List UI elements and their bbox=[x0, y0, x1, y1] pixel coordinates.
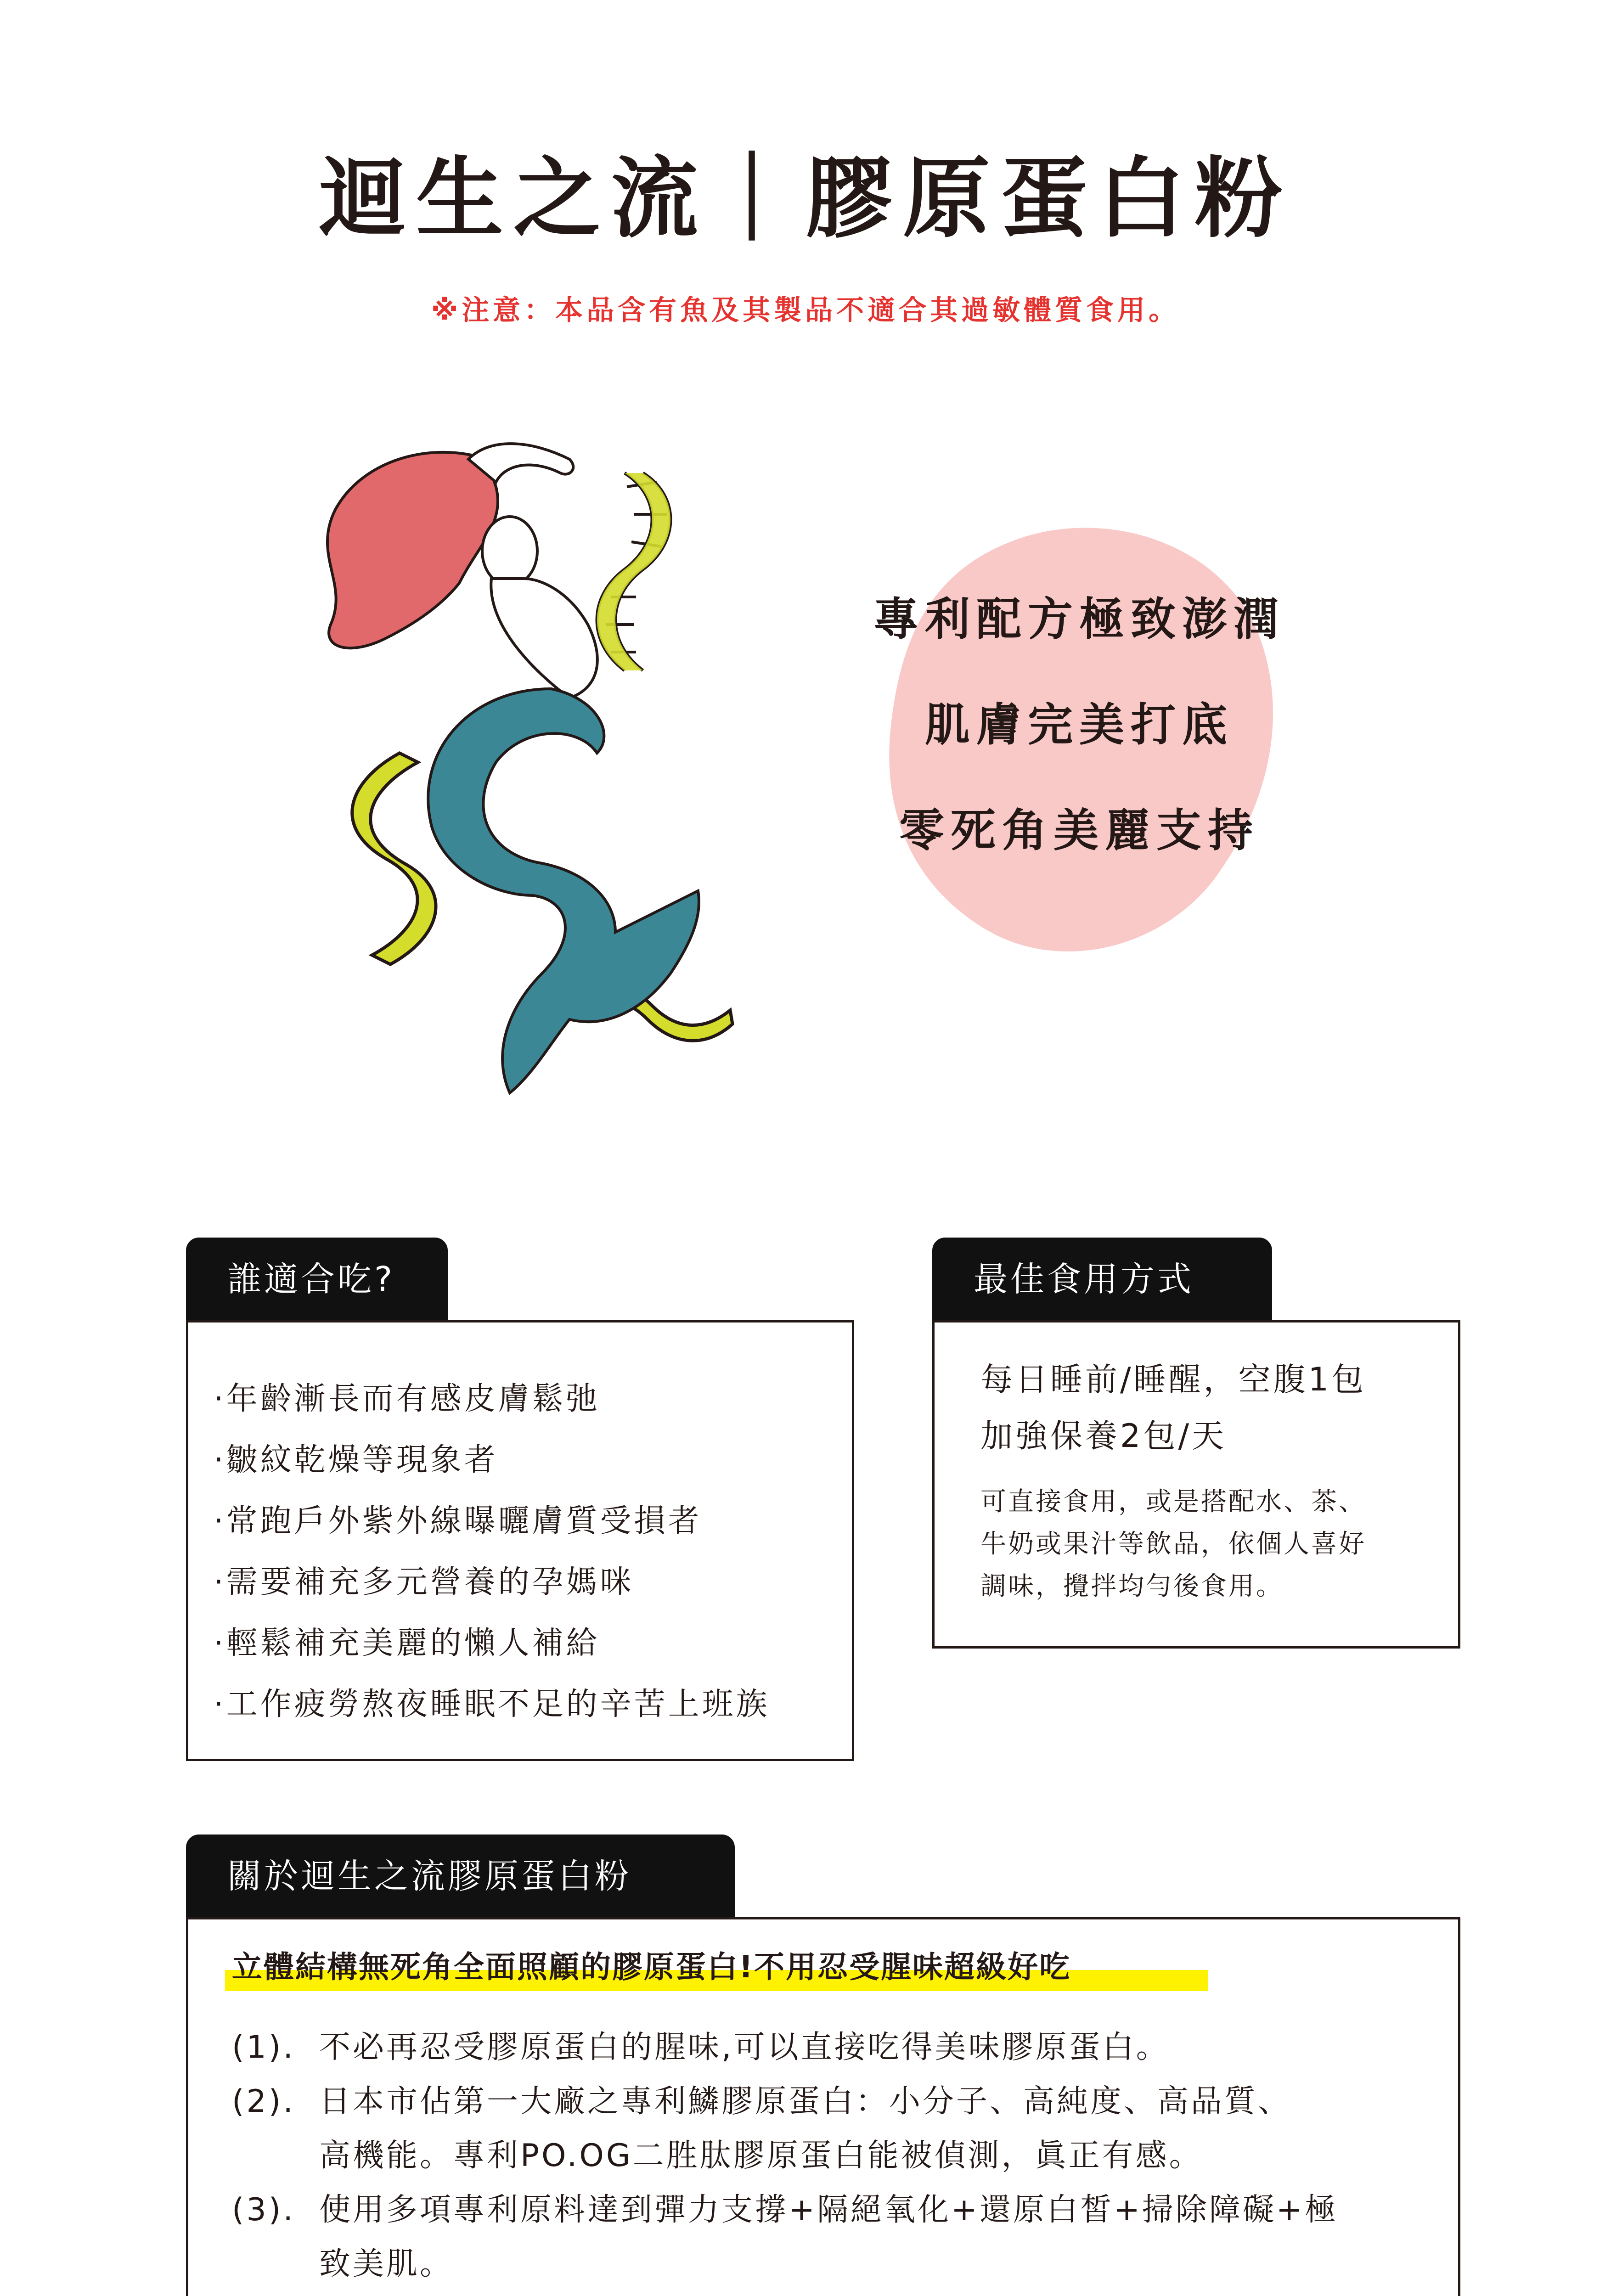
item-text bbox=[319, 2183, 1426, 2291]
dna-strand-left bbox=[352, 753, 436, 964]
item-line: 不必再忍受膠原蛋白的腥味,可以直接吃得美味膠原蛋白。 bbox=[319, 2029, 1170, 2065]
allergy-notice: ※注意：本品含有魚及其製品不適合其過敏體質食用。 bbox=[431, 294, 1180, 326]
tagline-line-3: 零死角美麗支持 bbox=[899, 805, 1259, 857]
mermaid-tail bbox=[428, 689, 699, 1093]
who-box bbox=[186, 1320, 854, 1761]
list-item bbox=[232, 2183, 1426, 2291]
item-line: 高機能。專利PO.OG二胜肽膠原蛋白能被偵測，眞正有感。 bbox=[319, 2138, 1203, 2174]
item-line: 致美肌。 bbox=[319, 2246, 454, 2282]
list-item: ·輕鬆補充美麗的懶人補給 bbox=[214, 1625, 600, 1661]
list-item: ·年齡漸長而有感皮膚鬆弛 bbox=[214, 1381, 600, 1417]
item-line: 使用多項專利原料達到彈力支撐+隔絕氧化+還原白皙+掃除障礙+極 bbox=[319, 2192, 1338, 2228]
how-note-2: 牛奶或果汁等飲品，依個人喜好 bbox=[980, 1529, 1366, 1559]
page-title: 迴生之流｜膠原蛋白粉 bbox=[318, 148, 1292, 249]
list-item bbox=[232, 2075, 1426, 2183]
list-item: ·需要補充多元營養的孕媽咪 bbox=[214, 1564, 634, 1600]
item-text bbox=[319, 2075, 1426, 2183]
mermaid-illustration bbox=[294, 432, 735, 1139]
about-headline: 立體結構無死角全面照顧的膠原蛋白!不用忍受腥味超級好吃 bbox=[232, 1949, 1071, 1985]
tagline-line-2: 肌膚完美打底 bbox=[924, 699, 1234, 751]
item-line bbox=[319, 2291, 1426, 2296]
list-item bbox=[232, 2291, 1426, 2296]
how-line-1: 每日睡前/睡醒，空腹1包 bbox=[980, 1361, 1367, 1398]
item-number: (2). bbox=[232, 2083, 295, 2120]
about-tab: 關於迴生之流膠原蛋白粉 bbox=[186, 1835, 735, 1918]
about-list bbox=[232, 2020, 1426, 2296]
tagline-line-1: 專利配方極致澎潤 bbox=[873, 593, 1285, 646]
how-tab: 最佳食用方式 bbox=[932, 1238, 1272, 1321]
list-item: ·皺紋乾燥等現象者 bbox=[214, 1442, 498, 1478]
who-list bbox=[214, 1368, 770, 1735]
how-box bbox=[932, 1320, 1460, 1649]
how-note-1: 可直接食用，或是搭配水、茶、 bbox=[980, 1487, 1366, 1517]
how-note-3: 調味，攪拌均勻後食用。 bbox=[980, 1571, 1284, 1601]
item-number: (3). bbox=[232, 2192, 295, 2228]
item-text bbox=[319, 2020, 1426, 2075]
item-number bbox=[232, 2291, 319, 2296]
list-item: ·工作疲勞熬夜睡眠不足的辛苦上班族 bbox=[214, 1686, 770, 1722]
list-item: ·常跑戶外紫外線曝曬膚質受損者 bbox=[214, 1503, 702, 1539]
item-line: 日本市佔第一大廠之專利鱗膠原蛋白：小分子、高純度、高品質、 bbox=[319, 2083, 1292, 2120]
how-line-2: 加強保養2包/天 bbox=[980, 1417, 1227, 1455]
mermaid-hair bbox=[327, 452, 498, 648]
item-number: (1). bbox=[232, 2029, 295, 2065]
dna-strand-right bbox=[597, 473, 670, 670]
list-item bbox=[232, 2020, 1426, 2075]
item-text bbox=[319, 2291, 1426, 2296]
who-tab: 誰適合吃? bbox=[186, 1238, 448, 1321]
